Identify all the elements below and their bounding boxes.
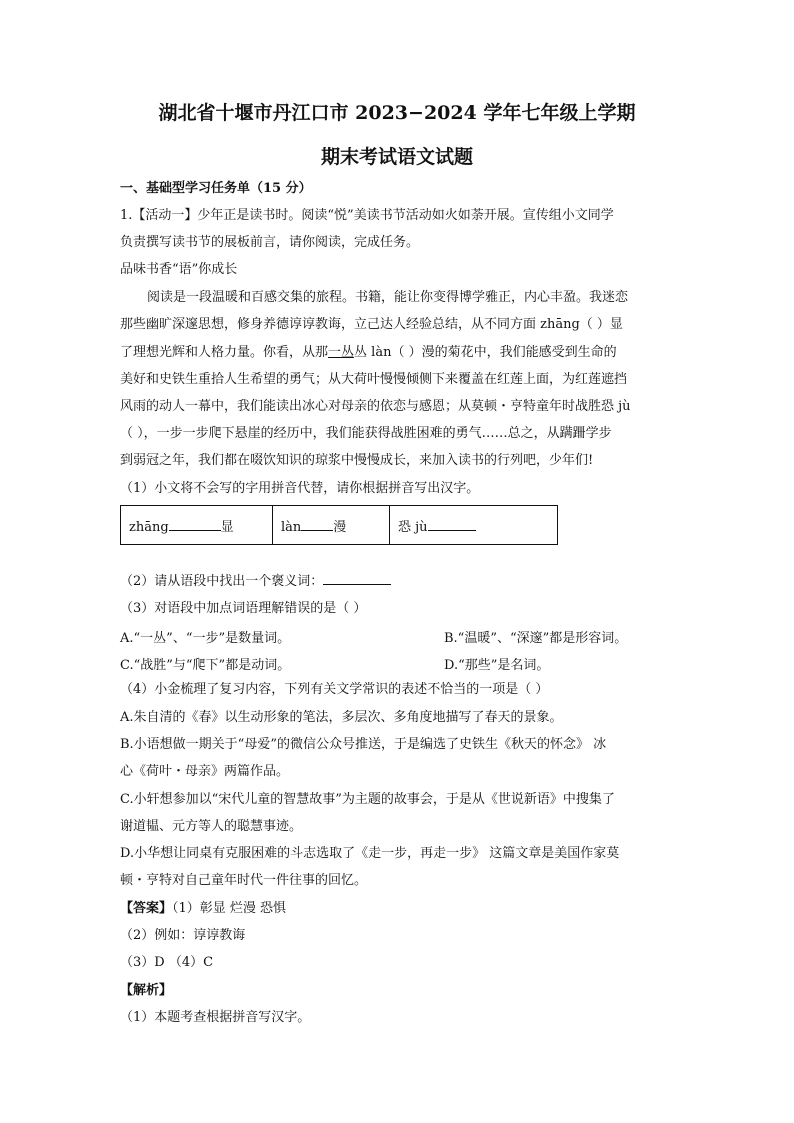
answer-label: 【答案】 [120, 901, 173, 916]
passage-line [120, 344, 680, 362]
section-heading: 一、基础型学习任务单（15 分） [120, 181, 312, 196]
passage-line: 那些幽旷深邃思想，修身养德谆谆教诲，立己达人经验总结，从不同方面 zhāng（ ）显 [120, 317, 623, 332]
passage-line: 风雨的动人一幕中，我们能读出冰心对母亲的依恋与感恩；从莫顿・亨特童年时战胜恐 jù [120, 399, 631, 414]
analysis-label: 【解析】 [120, 983, 173, 998]
pinyin-suffix: 显 [220, 519, 234, 535]
pinyin-cell[interactable] [121, 506, 273, 545]
question-intro-line: 负责撰写读书节的展板前言，请你阅读，完成任务。 [120, 235, 420, 250]
option-3b[interactable]: B.“温暖”、“深邃”都是形容词。 [444, 631, 628, 646]
passage-line: 到弱冠之年，我们都在啜饮知识的琼浆中慢慢成长，来加入读书的行列吧，少年们! [120, 453, 594, 468]
subquestion-1: （1）小文将不会写的字用拼音代替，请你根据拼音写出汉字。 [120, 481, 480, 496]
subquestion-3: （3）对语段中加点词语理解错误的是（ ） [120, 601, 367, 616]
answer-blank[interactable] [323, 572, 391, 585]
answer-line: （2）例如：谆谆教诲 [120, 928, 246, 943]
option-3d[interactable]: D.“那些”是名词。 [444, 658, 550, 673]
dotted-word: 一丛 [328, 345, 355, 360]
subquestion-2 [120, 572, 680, 591]
subquestion-2-text: （2）请从语段中找出一个褒义词： [120, 574, 324, 589]
pinyin-text: làn [281, 519, 302, 535]
exam-title-line-1: 湖北省十堰市丹江口市 2023−2024 学年七年级上学期 [158, 102, 636, 124]
option-4d-continued[interactable]: 顿・亨特对自己童年时代一件往事的回忆。 [120, 873, 368, 888]
answer-text: （1）彰显 烂漫 恐惧 [172, 901, 287, 916]
passage-line: 阅读是一段温暖和百感交集的旅程。书籍，能让你变得博学雅正，内心丰盈。我迷恋 [147, 290, 629, 305]
answer-blank[interactable] [428, 518, 476, 531]
option-4c-continued[interactable]: 谢道韫、元方等人的聪慧事迹。 [120, 819, 303, 834]
option-4c[interactable]: C.小轩想参加以“宋代儿童的智慧故事”为主题的故事会，于是从《世说新语》中搜集了 [120, 792, 615, 807]
answer-blank[interactable] [169, 518, 221, 531]
passage-text: 了理想光辉和人格力量。你看，从那 [120, 345, 329, 360]
pinyin-cell[interactable] [390, 506, 558, 545]
option-4a[interactable]: A.朱自清的《春》以生动形象的笔法，多层次、多角度地描写了春天的景象。 [120, 710, 563, 725]
pinyin-answer-table [120, 505, 558, 545]
passage-line: （ ），一步一步爬下悬崖的经历中，我们能获得战胜困难的勇气……总之，从蹒跚学步 [120, 426, 612, 441]
pinyin-text: 恐 jù [398, 519, 428, 535]
option-4b[interactable]: B.小语想做一期关于“母爱”的微信公众号推送，于是编选了史铁生《秋天的怀念》 冰 [120, 737, 607, 752]
passage-subtitle: 品味书香“语”你成长 [120, 262, 238, 277]
subquestion-4: （4）小金梳理了复习内容，下列有关文学常识的表述不恰当的一项是（ ） [120, 682, 549, 697]
exam-title-line-2: 期末考试语文试题 [320, 146, 473, 168]
answer-line [120, 900, 680, 918]
option-4d[interactable]: D.小华想让同桌有克服困难的斗志选取了《走一步，再走一步》 这篇文章是美国作家莫 [120, 846, 620, 861]
pinyin-suffix: 漫 [333, 519, 347, 535]
option-3a[interactable]: A.“一丛”、“一步”是数量词。 [120, 631, 291, 646]
answer-line: （3）D （4）C [120, 955, 214, 970]
option-3c[interactable]: C.“战胜”与“爬下”都是动词。 [120, 658, 291, 673]
analysis-line: （1）本题考查根据拼音写汉字。 [120, 1010, 311, 1025]
pinyin-cell[interactable] [273, 506, 390, 545]
passage-text: 丛 làn（ ）漫的菊花中，我们能感受到生命的 [354, 345, 617, 360]
answer-blank[interactable] [301, 518, 333, 531]
pinyin-text: zhāng [129, 519, 169, 535]
question-intro-line: 1.【活动一】少年正是读书时。阅读“悦”美读书节活动如火如荼开展。宣传组小文同学 [120, 208, 614, 223]
passage-line: 美好和史铁生重拾人生希望的勇气；从大荷叶慢慢倾侧下来覆盖在红莲上面，为红莲遮挡 [120, 372, 628, 387]
option-4b-continued[interactable]: 心《荷叶・母亲》两篇作品。 [120, 764, 290, 779]
